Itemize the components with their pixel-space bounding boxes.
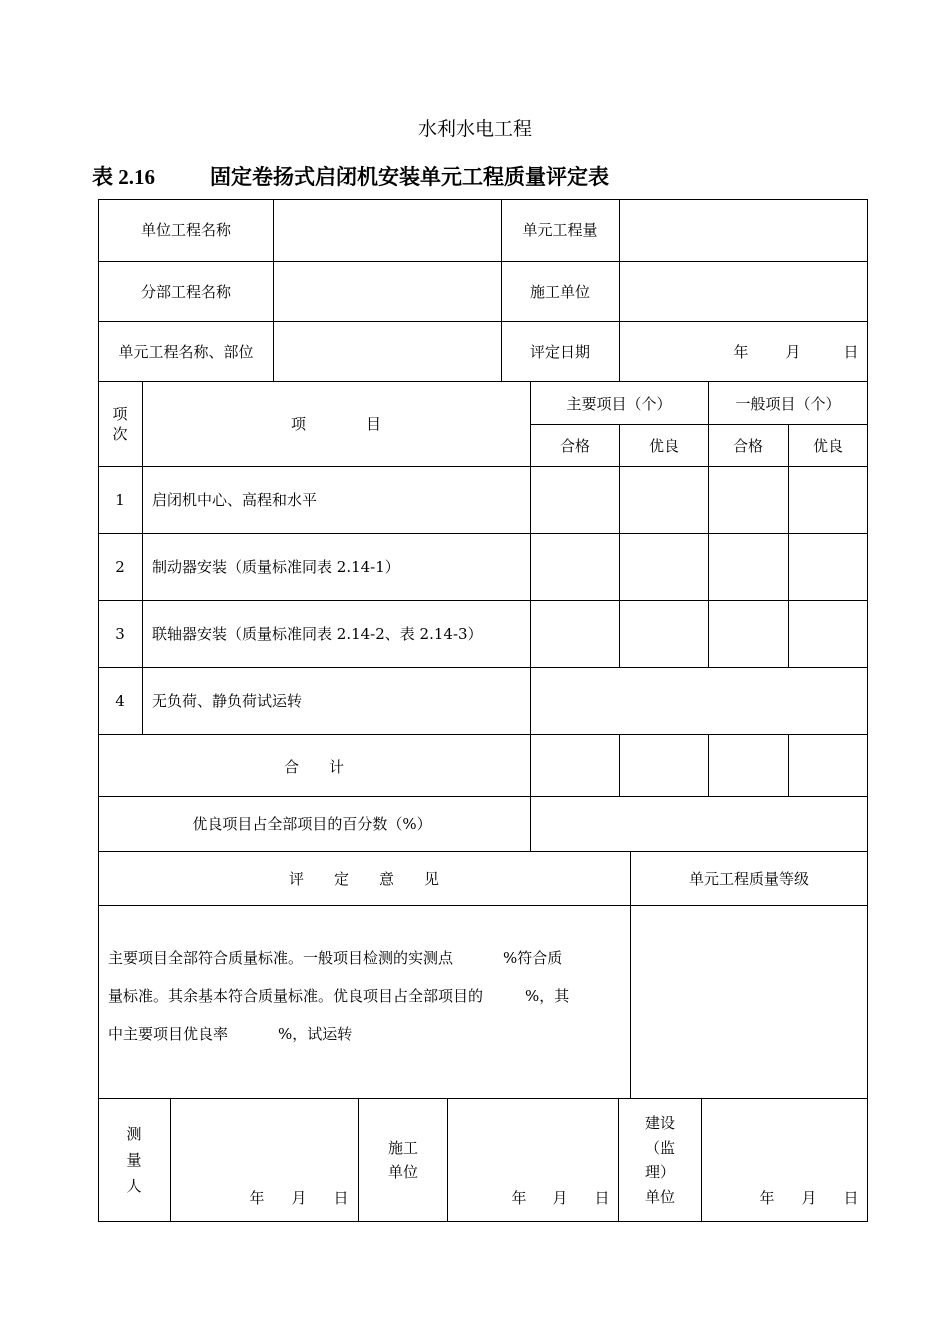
form-title <box>92 161 609 191</box>
row-2-text: 制动器安装（质量标准同表 2.14-1） <box>152 558 400 576</box>
opinion-line-3: 中主要项目优良率 %，试运转 <box>108 1025 353 1043</box>
general-pass-header: 合格 <box>732 437 764 455</box>
surveyor-label: 测量人 <box>126 1125 142 1195</box>
opinion-line-2: 量标准。其余基本符合质量标准。优良项目占全部项目的 %，其 <box>108 987 570 1005</box>
owner-year: 年 <box>759 1189 775 1207</box>
surveyor-day: 日 <box>333 1189 349 1207</box>
contractor-year: 年 <box>511 1189 527 1207</box>
item-header: 项 目 <box>290 415 382 433</box>
sub-project-label: 分部工程名称 <box>140 283 232 301</box>
row-3-text: 联轴器安装（质量标准同表 2.14-2、表 2.14-3） <box>152 625 483 643</box>
unit-project-label: 单位工程名称 <box>140 221 232 239</box>
eval-date-year: 年 <box>733 343 749 361</box>
seq-header: 项次 <box>112 405 128 443</box>
eval-date-label: 评定日期 <box>529 343 591 361</box>
element-name-label: 单元工程名称、部位 <box>118 343 254 361</box>
owner-day: 日 <box>843 1189 859 1207</box>
form-number: 表 2.16 <box>92 165 155 189</box>
percent-label: 优良项目占全部项目的百分数（%） <box>192 815 432 833</box>
opinion-line-1: 主要项目全部符合质量标准。一般项目检测的实测点 %符合质 <box>108 949 563 967</box>
row-4-text: 无负荷、静负荷试运转 <box>152 692 303 710</box>
main-pass-header: 合格 <box>559 437 591 455</box>
row-3-no: 3 <box>115 625 125 643</box>
total-label: 合 计 <box>283 758 345 776</box>
main-items-header: 主要项目（个） <box>566 395 672 413</box>
eval-date-day: 日 <box>843 343 859 361</box>
opinion-heading: 评 定 意 见 <box>288 870 440 888</box>
row-1-text: 启闭机中心、高程和水平 <box>152 491 318 509</box>
main-excellent-header: 优良 <box>648 437 680 455</box>
contractor-month: 月 <box>552 1189 568 1207</box>
row-2-no: 2 <box>115 558 125 576</box>
contractor-day: 日 <box>594 1189 610 1207</box>
row-4-no: 4 <box>115 692 125 710</box>
unit-quantity-label: 单元工程量 <box>522 221 598 239</box>
grade-heading: 单元工程质量等级 <box>688 870 810 888</box>
general-items-header: 一般项目（个） <box>735 395 841 413</box>
owner-sign-label: 建设 （监 理） 单位 <box>644 1114 676 1206</box>
eval-date-month: 月 <box>785 343 801 361</box>
surveyor-year: 年 <box>249 1189 265 1207</box>
row-1-no: 1 <box>115 491 125 509</box>
page-header: 水利水电工程 <box>417 118 532 140</box>
quality-evaluation-table <box>98 199 868 1222</box>
owner-month: 月 <box>801 1189 817 1207</box>
form-name: 固定卷扬式启闭机安装单元工程质量评定表 <box>210 165 609 189</box>
opinion-text <box>108 939 618 1053</box>
contractor-label: 施工单位 <box>529 283 591 301</box>
general-excellent-header: 优良 <box>812 437 844 455</box>
contractor-sign-label: 施工单位 <box>387 1139 418 1181</box>
surveyor-month: 月 <box>291 1189 307 1207</box>
